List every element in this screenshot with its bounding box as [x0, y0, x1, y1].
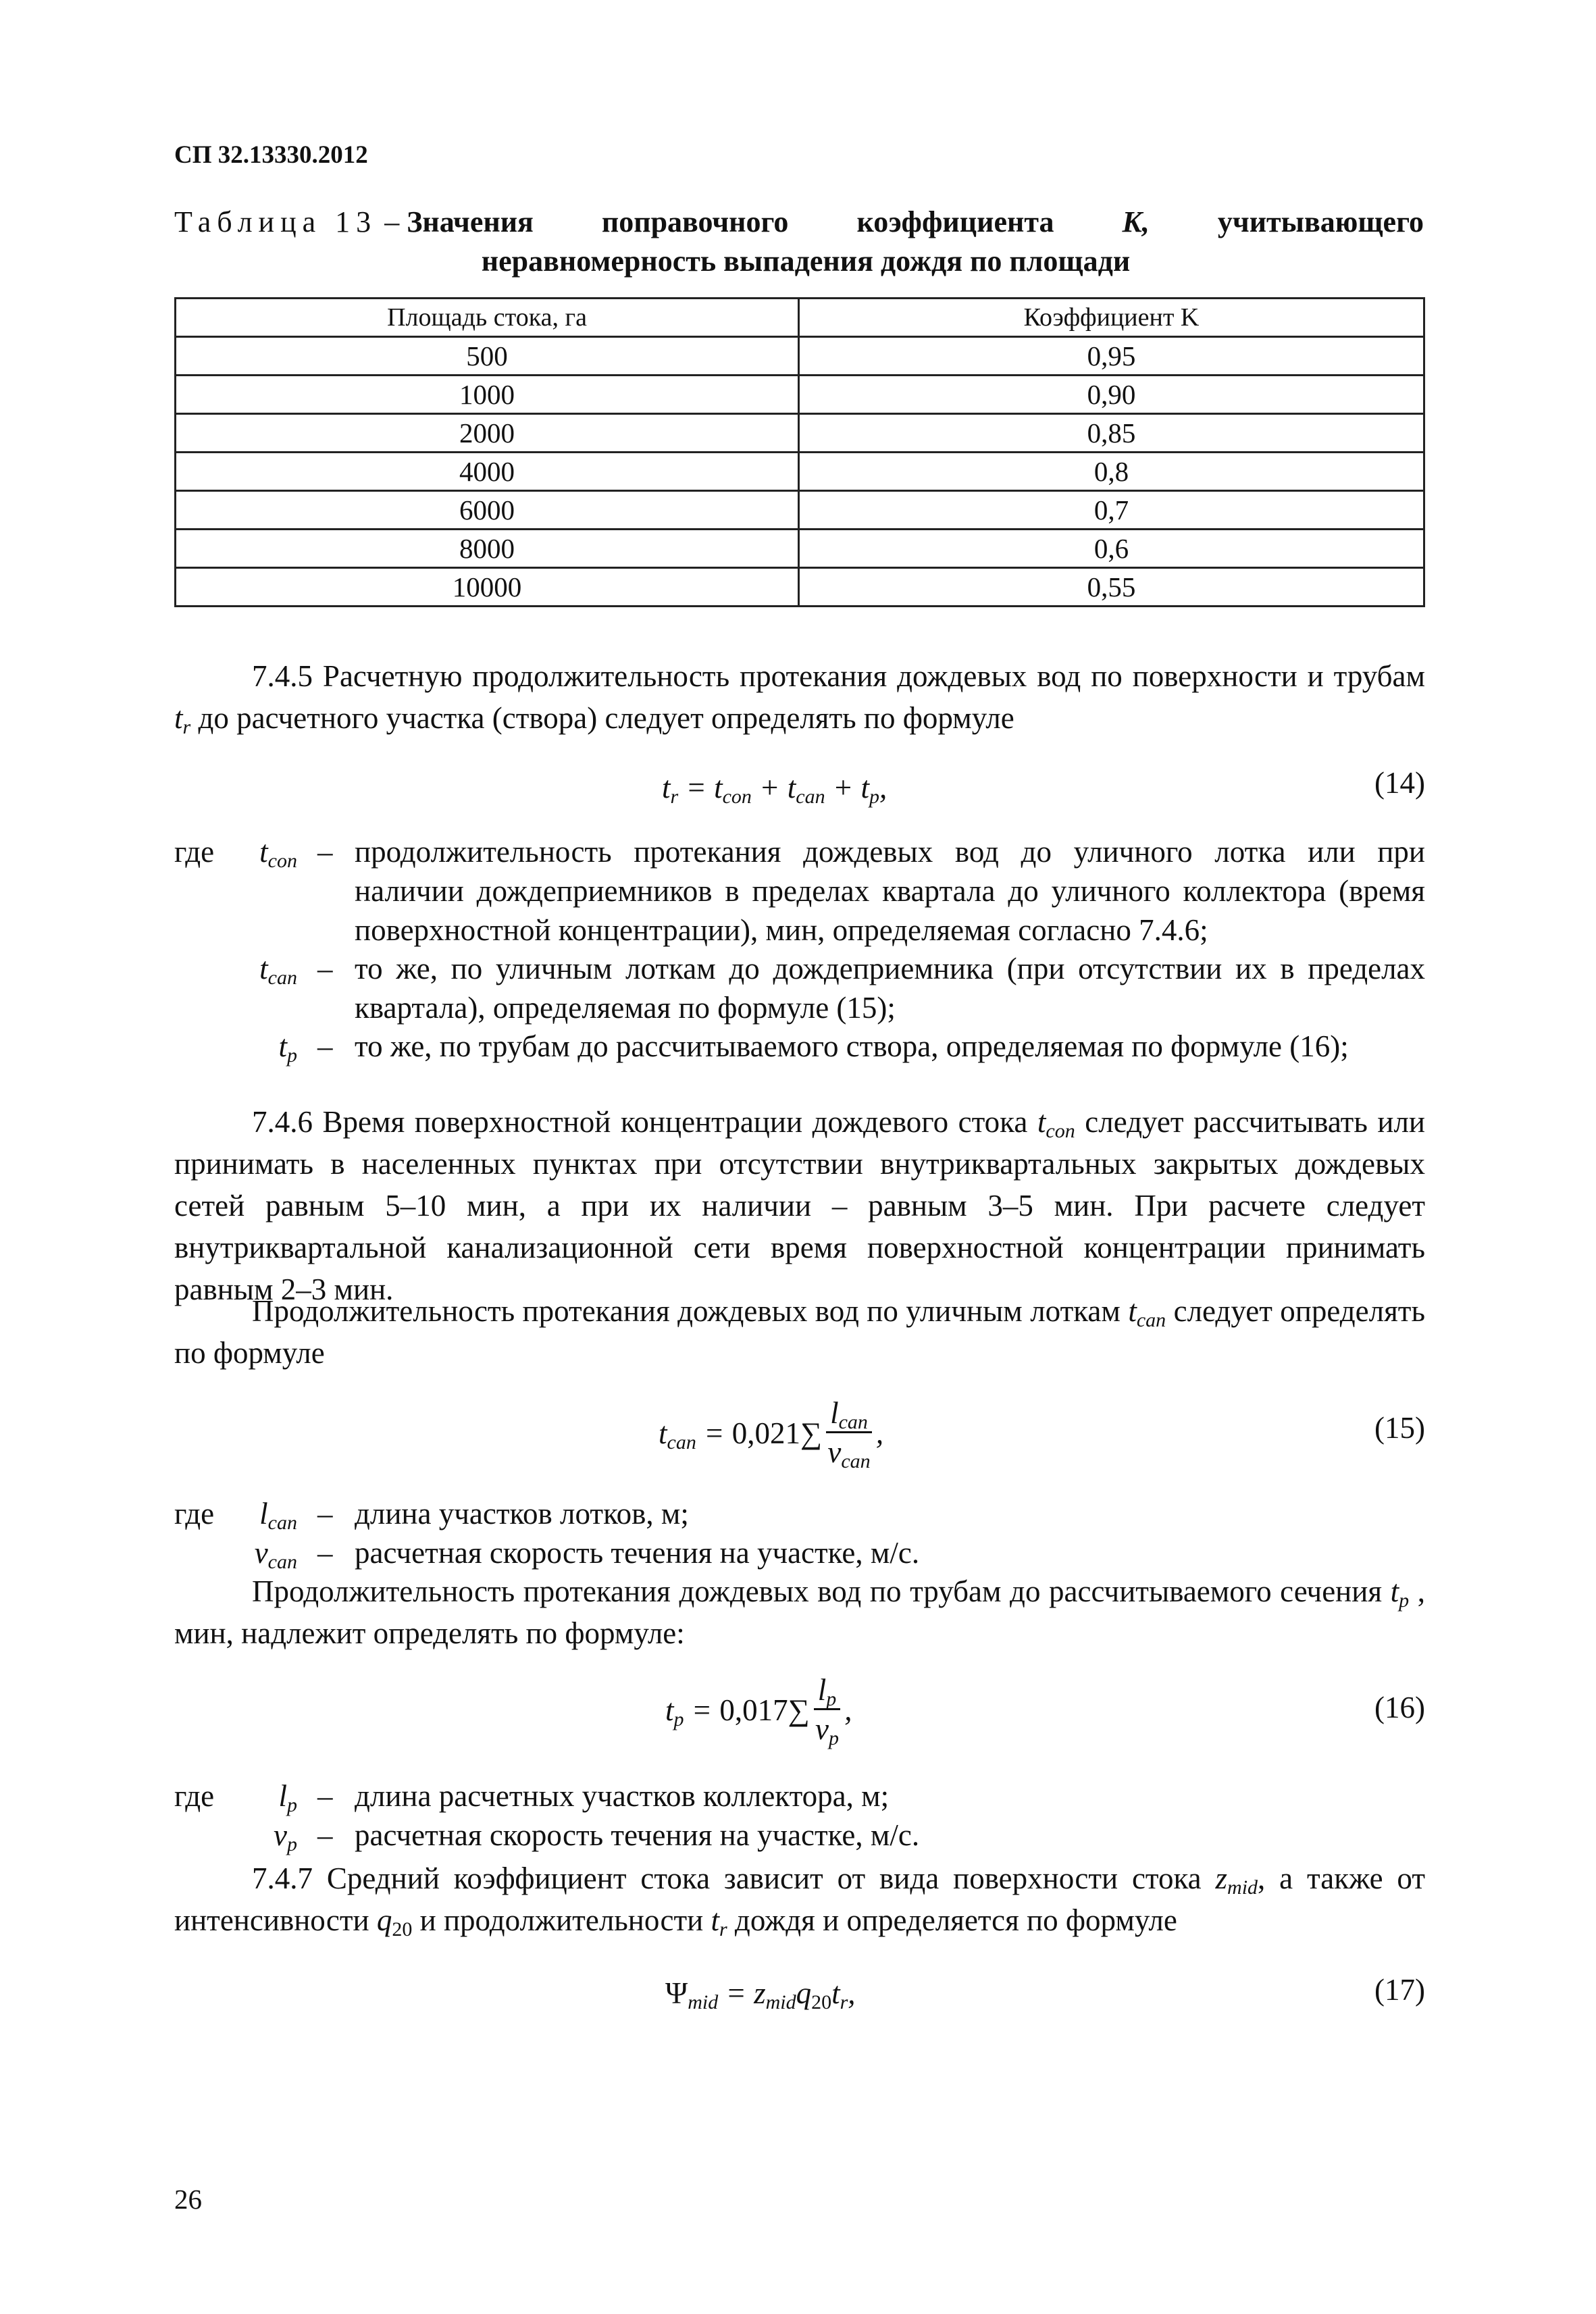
table-caption: Таблица 13 – Значения поправочного коэффициента K, учитывающего неравномерность выпадения дождя по площади [174, 203, 1424, 281]
col-header-coefficient: Коэффициент K [799, 299, 1424, 337]
cell-coefficient: 0,6 [799, 530, 1424, 568]
equation-17: $\Psi_{mid} = z_{mid}q_{20}t_r$, [665, 1976, 856, 2013]
where-lead: где [174, 835, 215, 869]
dash: – [317, 952, 333, 985]
cell-coefficient: 0,55 [799, 568, 1424, 607]
equation-number-14: (14) [1374, 766, 1425, 800]
symbol-v-p: $v_p$ [274, 1818, 297, 1855]
equation-16: $t_p = 0,017\sum$ $\frac{l_p}{v_p}$ , [665, 1673, 852, 1749]
cell-coefficient: 0,8 [799, 453, 1424, 491]
equation-14: $t_r = t_{con} + t_{can} + t_p$, [662, 771, 887, 808]
definition-v-can: расчетная скорость течения на участке, м/с. [355, 1536, 920, 1570]
definition-t-con: продолжительность протекания дождевых вод до уличного лотка или при наличии дождеприемников в пределах квартала до уличного коллектора (время поверхностной концентрации), мин, определяемая согласно 7.4.6; [355, 835, 1425, 947]
cell-coefficient: 0,95 [799, 337, 1424, 376]
cell-area: 8000 [176, 530, 799, 568]
cell-coefficient: 0,85 [799, 414, 1424, 453]
cell-area: 1000 [176, 376, 799, 414]
definition-v-p: расчетная скорость течения на участке, м/с. [355, 1818, 920, 1852]
paragraph-can-duration: Продолжительность протекания дождевых вод по уличным лоткам $t_{can}$ следует определять по формуле [174, 1294, 1425, 1370]
dash: – [317, 1029, 333, 1063]
cell-area: 4000 [176, 453, 799, 491]
equation-15: $t_{can} = 0,021\sum$ $\frac{l_{can}}{v_{can}}$ , [659, 1396, 884, 1472]
table-row [176, 568, 1424, 607]
document-code: СП 32.13330.2012 [174, 141, 368, 169]
table-row [176, 530, 1424, 568]
col-header-area: Площадь стока, га [176, 299, 799, 337]
table-header-row [176, 299, 1424, 337]
equation-number-17: (17) [1374, 1973, 1425, 2007]
where-lead: где [174, 1779, 215, 1813]
table-row [176, 491, 1424, 530]
paragraph-7-4-7: 7.4.7 Средний коэффициент стока зависит от вида поверхности стока $z_{mid}$, а также от интенсивности $q_{20}$ и продолжительности $t_r$ дождя и определяется по формуле [174, 1861, 1425, 1940]
dash: – [317, 1818, 333, 1852]
definition-l-p: длина расчетных участков коллектора, м; [355, 1779, 890, 1813]
symbol-t-can: $t_{can}$ [259, 952, 297, 989]
dash: – [317, 1779, 333, 1813]
symbol-v-can: $v_{can}$ [254, 1536, 297, 1573]
cell-coefficient: 0,90 [799, 376, 1424, 414]
cell-area: 10000 [176, 568, 799, 607]
cell-area: 500 [176, 337, 799, 376]
symbol-l-p: $l_p$ [278, 1779, 297, 1816]
cell-area: 6000 [176, 491, 799, 530]
symbol-l-can: $l_{can}$ [259, 1497, 297, 1534]
page-number: 26 [174, 2184, 202, 2215]
definition-t-p: то же, по трубам до рассчитываемого створа, определяемая по формуле (16); [355, 1029, 1349, 1063]
coefficient-table [174, 297, 1425, 607]
table-row [176, 337, 1424, 376]
where-lead: где [174, 1497, 215, 1531]
cell-coefficient: 0,7 [799, 491, 1424, 530]
equation-number-15: (15) [1374, 1411, 1425, 1445]
cell-area: 2000 [176, 414, 799, 453]
definition-t-can: то же, по уличным лоткам до дождеприемника (при отсутствии их в пределах квартала), определяемая по формуле (15); [355, 952, 1425, 1025]
table-row [176, 376, 1424, 414]
symbol-t-p: $t_p$ [278, 1029, 297, 1066]
table-row [176, 414, 1424, 453]
symbol-t-con: $t_{con}$ [259, 835, 297, 872]
dash: – [317, 1536, 333, 1570]
table-caption-line2: неравномерность выпадения дождя по площади [481, 245, 1131, 278]
equation-number-16: (16) [1374, 1691, 1425, 1724]
dash: – [317, 1497, 333, 1531]
paragraph-7-4-5: 7.4.5 Расчетную продолжительность протекания дождевых вод по поверхности и трубам $t_r$ до расчетного участка (створа) следует определять по формуле [174, 659, 1425, 738]
paragraph-pipe-duration: Продолжительность протекания дождевых вод по трубам до рассчитываемого сечения $t_p$ , мин, надлежит определять по формуле: [174, 1574, 1426, 1650]
table-label: Таблица 13 [174, 205, 378, 238]
table-row [176, 453, 1424, 491]
definition-l-can: длина участков лотков, м; [355, 1497, 689, 1531]
paragraph-7-4-6: 7.4.6 Время поверхностной концентрации дождевого стока $t_{con}$ следует рассчитывать или принимать в населенных пунктах при отсутствии внутриквартальных закрытых дождевых сетей равным 5–10 мин, а при их наличии – равным 3–5 мин. При расчете следует внутриквартальной канализационной сети время поверхностной концентрации принимать равным 2–3 мин. [174, 1105, 1426, 1306]
dash: – [317, 835, 333, 869]
